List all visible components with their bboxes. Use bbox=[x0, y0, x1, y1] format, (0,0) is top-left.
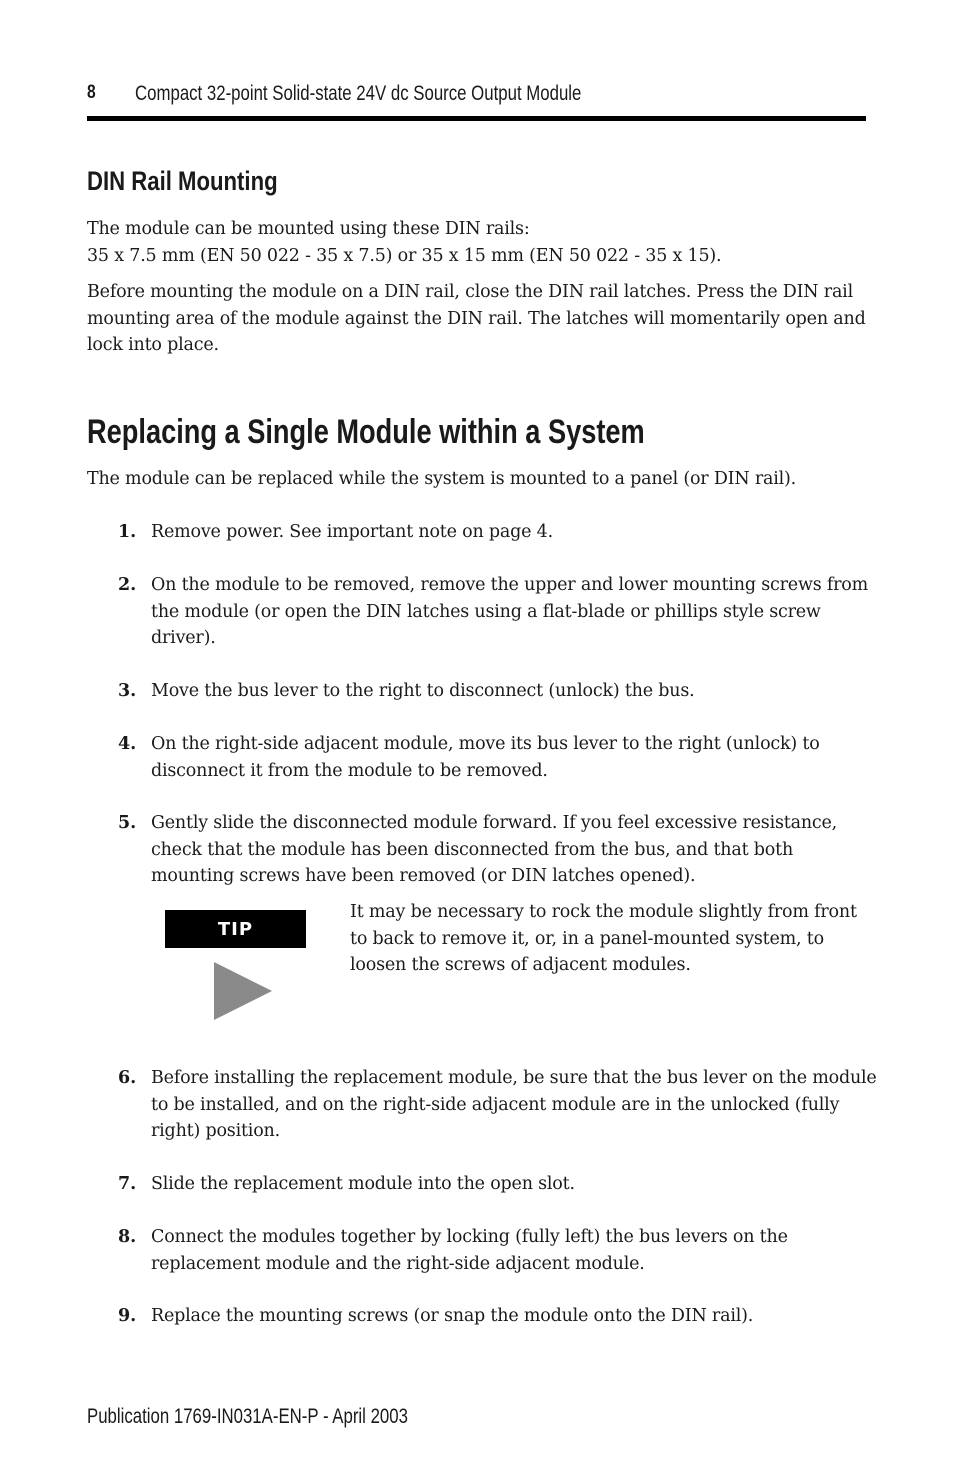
step-number: 8. bbox=[118, 1227, 137, 1247]
step-number: 6. bbox=[118, 1068, 137, 1088]
din-rails-line-2: 35 x 7.5 mm (EN 50 022 - 35 x 7.5) or 35 x 15 mm (EN 50 022 - 35 x 15). bbox=[87, 245, 722, 266]
step-text: Slide the replacement module into the open slot. bbox=[151, 1174, 575, 1194]
tip-text: It may be necessary to rock the module slightly from front to back to remove it, or, in a panel-mounted system, to loosen the screws of adjacent modules. bbox=[350, 902, 857, 975]
step-text: Remove power. See important note on page 4. bbox=[151, 522, 553, 542]
din-rails-line-1: The module can be mounted using these DIN rails: bbox=[87, 219, 530, 239]
din-rail-heading: DIN Rail Mounting bbox=[87, 166, 278, 196]
step-text: Gently slide the disconnected module forward. If you feel excessive resistance, check that the module has been disconnected from the bus, and that both mounting screws have been removed (or DIN latches opened). bbox=[151, 813, 838, 886]
step-number: 1. bbox=[118, 522, 137, 542]
step-text: On the right-side adjacent module, move its bus lever to the right (unlock) to disconnect it from the module to be removed. bbox=[151, 734, 820, 781]
step-number: 7. bbox=[118, 1174, 137, 1194]
tip-label: TIP bbox=[165, 910, 306, 948]
running-title: Compact 32-point Solid-state 24V dc Source Output Module bbox=[135, 82, 582, 105]
page-number: 8 bbox=[87, 82, 96, 103]
play-arrow-icon bbox=[214, 962, 272, 1020]
step-text: Before installing the replacement module, be sure that the bus lever on the module to be installed, and on the right-side adjacent module are in the unlocked (fully right) position. bbox=[151, 1068, 877, 1141]
page-header bbox=[87, 80, 866, 122]
step-text: Connect the modules together by locking (fully left) the bus levers on the replacement module and the right-side adjacent module. bbox=[151, 1227, 788, 1274]
din-rails-paragraph bbox=[87, 216, 877, 269]
step-text: Replace the mounting screws (or snap the module onto the DIN rail). bbox=[151, 1306, 754, 1326]
publication-footer: Publication 1769-IN031A-EN-P - April 2003 bbox=[87, 1405, 408, 1428]
step-number: 3. bbox=[118, 681, 137, 701]
step-number: 5. bbox=[118, 813, 137, 833]
step-text: Move the bus lever to the right to disconnect (unlock) the bus. bbox=[151, 681, 695, 701]
step-number: 2. bbox=[118, 575, 137, 595]
replacing-module-heading: Replacing a Single Module within a System bbox=[87, 413, 645, 451]
replacing-intro: The module can be replaced while the system is mounted to a panel (or DIN rail). bbox=[87, 469, 797, 489]
din-mounting-paragraph: Before mounting the module on a DIN rail, close the DIN rail latches. Press the DIN rail mounting area of the module against the DIN rail. The latches will momentarily open and lock into place. bbox=[87, 282, 866, 355]
header-rule bbox=[87, 116, 866, 121]
step-number: 9. bbox=[118, 1306, 137, 1326]
step-number: 4. bbox=[118, 734, 137, 754]
step-text: On the module to be removed, remove the upper and lower mounting screws from the module (or open the DIN latches using a flat-blade or phillips style screw driver). bbox=[151, 575, 869, 648]
